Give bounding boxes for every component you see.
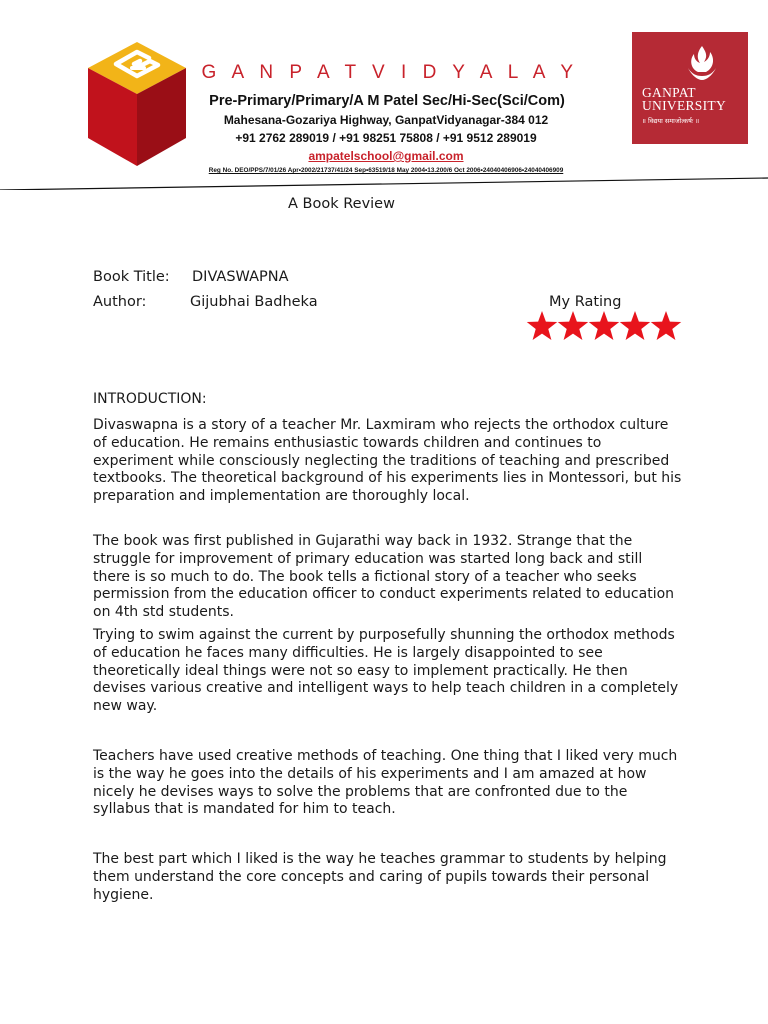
introduction-heading: INTRODUCTION: xyxy=(93,391,207,407)
school-phones: +91 2762 289019 / +91 98251 75808 / +91 9512 289019 xyxy=(235,131,537,145)
rating-stars xyxy=(526,310,686,344)
paragraph-1: Divaswapna is a story of a teacher Mr. Laxmiram who rejects the orthodox culture of education. He remains enthusiastic towards children and continues to experiment while consciously neglecting the traditions of teaching and prescribed textbooks. The theoretical background of his experiments lies in Montessori, but his preparation and implementation are thoroughly local. xyxy=(93,417,682,505)
flame-hand-icon xyxy=(682,42,722,84)
rating-star-icon xyxy=(589,311,619,340)
paragraph-3: Trying to swim against the current by purposefully shunning the orthodox methods of education he faces many difficulties. He is largely disappointed to see theoretically ideal things were not so easy to implement practically. He then devises various creative and intelligent ways to help teach children in a completely new way. xyxy=(93,627,679,715)
rating-star-icon xyxy=(651,311,681,340)
author-label: Author: xyxy=(93,294,147,310)
book-title-value: DIVASWAPNA xyxy=(192,269,289,285)
paragraph-4: Teachers have used creative methods of teaching. One thing that I liked very much is the way he goes into the details of his experiments and I am amazed at how nicely he devises ways to solve the problems that are confronted due to the syllabus that is mandated for him to teach. xyxy=(93,748,678,818)
university-name-line2: UNIVERSITY xyxy=(642,98,726,113)
rating-star-icon xyxy=(558,311,588,340)
rating-star-icon xyxy=(620,311,650,340)
rating-label: My Rating xyxy=(549,294,622,310)
school-registration: Reg No. DEO/PPS/7/01/26 Apr•2002/21737/41/24 Sep•63519/18 May 2004•13.200/6 Oct 2006•24040406906•24040406909 xyxy=(208,167,564,174)
university-logo xyxy=(632,32,748,144)
paragraph-2: The book was first published in Gujarathi way back in 1932. Strange that the struggle for improvement of primary education was started long back and still there is so much to do. The book tells a fictional story of a teacher who seeks permission from the education officer to conduct experiments related to education on 4th std students. xyxy=(93,533,675,621)
school-address: Mahesana-Gozariya Highway, GanpatVidyanagar-384 012 xyxy=(223,113,549,127)
review-heading: A Book Review xyxy=(288,196,395,212)
book-title-label: Book Title: xyxy=(93,269,170,285)
school-sections: Pre-Primary/Primary/A M Patel Sec/Hi-Sec(Sci/Com) xyxy=(209,93,565,109)
paragraph-5: The best part which I liked is the way he teaches grammar to students by helping them understand the core concepts and caring of pupils towards their personal hygiene. xyxy=(93,851,667,903)
university-name-line1: GANPAT xyxy=(642,85,696,100)
school-name: G A N P A T V I D Y A L A Y xyxy=(201,62,579,83)
university-tagline: ॥ विद्यया समाजोत्कर्षः ॥ xyxy=(642,117,700,125)
author-value: Gijubhai Badheka xyxy=(190,294,318,310)
rating-star-icon xyxy=(527,311,557,340)
school-email-link[interactable]: ampatelschool@gmail.com xyxy=(308,149,464,163)
